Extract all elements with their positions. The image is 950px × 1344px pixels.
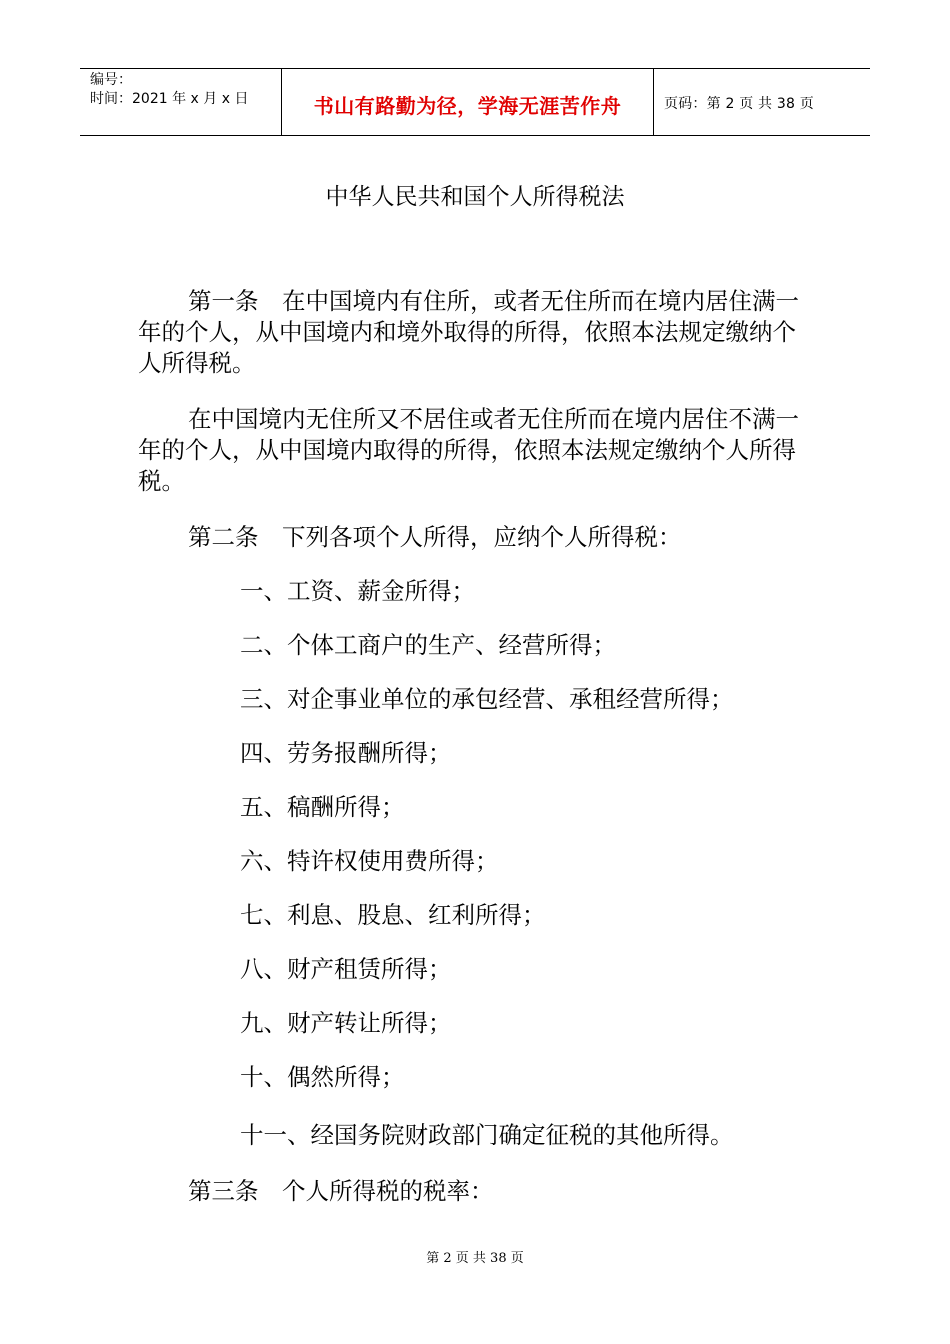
list-item: 四、劳务报酬所得；: [240, 739, 452, 767]
list-item: 五、稿酬所得；: [240, 793, 405, 821]
page-footer: 第 2 页 共 38 页: [426, 1251, 524, 1266]
article-1-paragraph-2: 在中国境内无住所又不居住或者无住所而在境内居住不满一年的个人，从中国境内取得的所得，依照本法规定缴纳个人所得税。: [138, 405, 799, 495]
list-item: 一、工资、薪金所得；: [240, 577, 475, 605]
serial-label: 编号：: [90, 72, 132, 88]
header-motto-cell: [281, 69, 654, 135]
list-item: 十一、经国务院财政部门确定征税的其他所得。: [240, 1121, 734, 1149]
list-item: 七、利息、股息、红利所得；: [240, 901, 546, 929]
page-code: 页码：第 2 页 共 38 页: [664, 96, 814, 112]
page-header-table: [80, 68, 870, 136]
list-item: 九、财产转让所得；: [240, 1009, 452, 1037]
header-page-cell: [654, 69, 870, 135]
list-item: 八、财产租赁所得；: [240, 955, 452, 983]
list-item: 十、偶然所得；: [240, 1063, 405, 1091]
list-item: 六、特许权使用费所得；: [240, 847, 499, 875]
document-title: 中华人民共和国个人所得税法: [325, 184, 625, 210]
list-item: 三、对企事业单位的承包经营、承租经营所得；: [240, 685, 734, 713]
article-3-paragraph: 第三条 个人所得税的税率：: [188, 1177, 494, 1205]
time-label: 时间：2021 年 x 月 x 日: [90, 91, 249, 107]
article-2-paragraph: 第二条 下列各项个人所得，应纳个人所得税：: [188, 523, 682, 551]
list-item: 二、个体工商户的生产、经营所得；: [240, 631, 616, 659]
header-meta-cell: [80, 69, 281, 135]
article-1-paragraph: 第一条 在中国境内有住所，或者无住所而在境内居住满一年的个人，从中国境内和境外取得的所得，依照本法规定缴纳个人所得税。: [138, 287, 799, 377]
motto-text: 书山有路勤为径，学海无涯苦作舟: [313, 93, 622, 118]
